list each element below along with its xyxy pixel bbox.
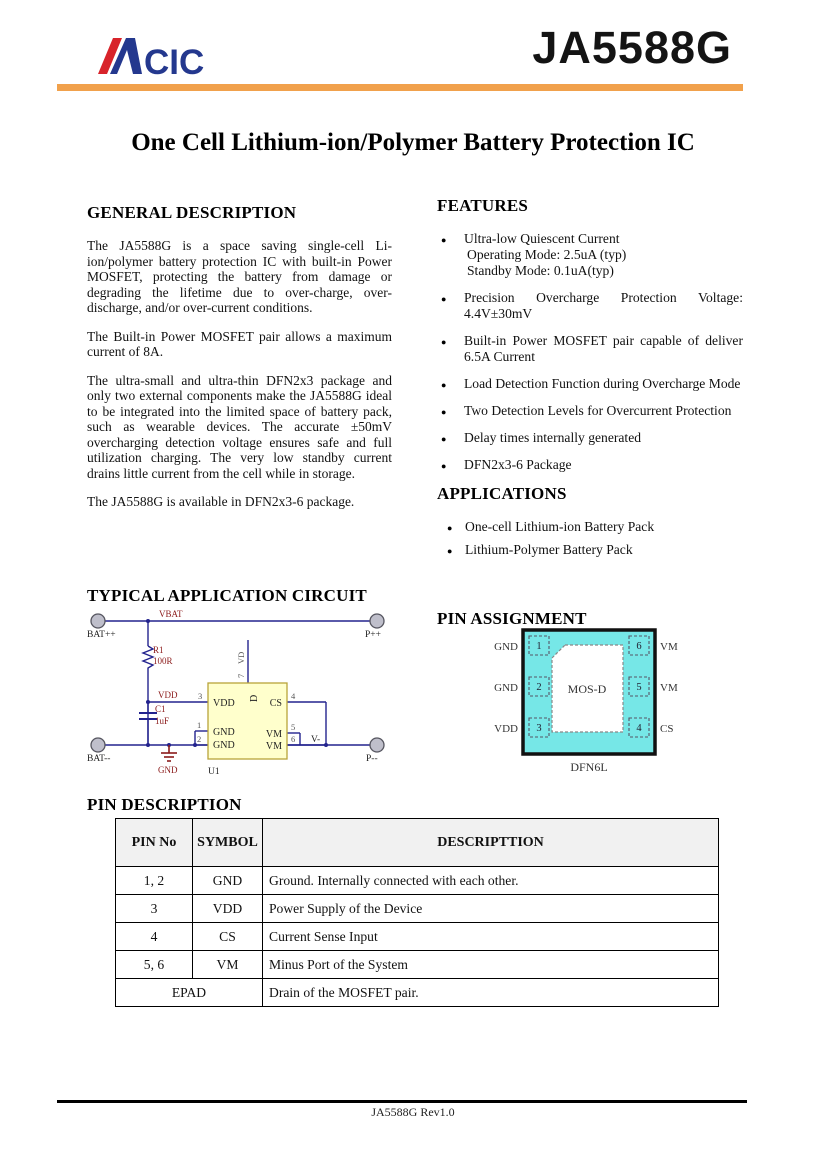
pkg-pin-1-label: GND: [494, 641, 518, 653]
cell-epad: EPAD: [116, 979, 263, 1007]
pkg-pin-3-label: VDD: [494, 723, 518, 735]
applications-heading: APPLICATIONS: [437, 484, 567, 503]
vbat-net-label: VBAT: [159, 609, 183, 619]
pin-number-3: 3: [198, 691, 203, 701]
feature-item: ● Delay times internally generated: [437, 430, 743, 446]
features-heading: FEATURES: [437, 196, 529, 215]
right-column: [437, 196, 743, 565]
feature-item: ● Precision Overcharge Protection Voltage: 4.4V±30mV: [437, 290, 743, 322]
features-list: [437, 231, 743, 473]
cell-desc: Power Supply of the Device: [263, 895, 719, 923]
cell-symbol: CS: [193, 923, 263, 951]
pkg-pin-4-label: CS: [660, 723, 674, 735]
ic-pin-vdd: VDD: [213, 698, 235, 709]
v-minus-label: V-: [311, 735, 321, 745]
pin-number-1: 1: [197, 720, 202, 730]
logo-text: CIC: [144, 43, 205, 82]
pkg-pin-4-num: 4: [636, 723, 642, 734]
pin-number-6: 6: [291, 734, 296, 744]
cell-pin: 5, 6: [116, 951, 193, 979]
ic-pin-gnd2: GND: [213, 740, 235, 751]
header-description: DESCRIPTTION: [263, 819, 719, 867]
vdd-net-label: VDD: [158, 690, 178, 700]
pkg-pin-6-num: 6: [636, 641, 642, 652]
part-number: JA5588G: [532, 22, 732, 73]
ic-pad-d: D: [249, 694, 260, 702]
cell-pin: 3: [116, 895, 193, 923]
pad-label: MOS-D: [567, 682, 607, 696]
application-circuit-diagram: [85, 606, 397, 788]
header-pin-no: PIN No: [116, 819, 193, 867]
bat-minus-label: BAT--: [87, 754, 111, 764]
pin-number-5: 5: [291, 722, 296, 732]
table-row: [116, 923, 719, 951]
pin-number-4: 4: [291, 691, 296, 701]
table-row: [116, 895, 719, 923]
c1-value: 1uF: [155, 716, 170, 726]
feature-text: Ultra-low Quiescent Current: [464, 231, 620, 246]
pack-minus-label: P--: [366, 754, 378, 764]
table-header-row: [116, 819, 719, 867]
feature-item: ● Two Detection Levels for Overcurrent Protection: [437, 403, 743, 419]
pkg-pin-6-label: VM: [660, 641, 678, 653]
c1-refdes: C1: [155, 704, 166, 714]
table-row: [116, 867, 719, 895]
acic-logo: [86, 30, 216, 82]
header-symbol: SYMBOL: [193, 819, 263, 867]
feature-subtext: Operating Mode: 2.5uA (typ): [467, 247, 627, 262]
description-paragraph: The Built-in Power MOSFET pair allows a maximum current of 8A.: [87, 328, 392, 359]
feature-item: [437, 231, 743, 279]
pkg-pin-2-label: GND: [494, 682, 518, 694]
pkg-pin-1-num: 1: [536, 641, 542, 652]
bat-plus-label: BAT++: [87, 630, 116, 640]
pin-description-heading: PIN DESCRIPTION: [87, 795, 242, 814]
r1-refdes: R1: [153, 645, 164, 655]
package-name: DFN6L: [570, 760, 608, 774]
description-paragraph: The JA5588G is available in DFN2x3-6 package.: [87, 494, 355, 509]
ic-pin-cs: CS: [269, 698, 282, 709]
footer-rule: [57, 1100, 747, 1103]
feature-subtext: Standby Mode: 0.1uA(typ): [467, 263, 614, 278]
feature-item: ● Load Detection Function during Overcharge Mode: [437, 376, 743, 392]
table-row: [116, 979, 719, 1007]
application-item: ● Lithium-Polymer Battery Pack: [447, 542, 743, 558]
ic-pin-gnd1: GND: [213, 727, 235, 738]
pin-number-2: 2: [197, 734, 202, 744]
acic-logo-icon: [86, 30, 216, 82]
ground-symbol-icon: [161, 745, 177, 761]
cell-symbol: VDD: [193, 895, 263, 923]
cell-symbol: GND: [193, 867, 263, 895]
application-item: ● One-cell Lithium-ion Battery Pack: [447, 519, 743, 535]
document-title: One Cell Lithium-ion/Polymer Battery Protection IC: [131, 129, 695, 156]
footer-revision: JA5588G Rev1.0: [371, 1105, 455, 1119]
pin-number-7: 7: [236, 673, 246, 678]
circuit-heading: TYPICAL APPLICATION CIRCUIT: [87, 586, 367, 605]
ic-pin-vm6: VM: [265, 741, 282, 752]
pin-name-vd: VD: [236, 651, 246, 664]
cell-pin: 1, 2: [116, 867, 193, 895]
cell-symbol: VM: [193, 951, 263, 979]
description-paragraph: The JA5588G is a space saving single-cell Li-ion/polymer battery protection IC with built-in Power MOSFET, protecting the battery from damage or degrading the lifetime due to over-charge, over-discharge, and/or over-current conditions.: [87, 238, 392, 315]
gnd-net-label: GND: [158, 765, 178, 775]
net-labels: [153, 609, 183, 775]
applications-list: [447, 519, 743, 558]
cell-desc: Drain of the MOSFET pair.: [263, 979, 719, 1007]
ic-pin-vm5: VM: [265, 729, 282, 740]
feature-item: ● Built-in Power MOSFET pair capable of deliver 6.5A Current: [437, 333, 743, 365]
pin-description-table: [115, 818, 719, 1007]
pkg-pin-5-num: 5: [636, 682, 642, 693]
cell-desc: Minus Port of the System: [263, 951, 719, 979]
description-paragraph: The ultra-small and ultra-thin DFN2x3 package and only two external components make the JA5588G ideal to be integrated into the limited space of battery pack, such as wearable devices. The accurate ±50mV overcharging detection voltage ensures safe and full utilization charging. The very low standby current drains little current from the cell while in storage.: [87, 372, 392, 481]
general-description-heading: GENERAL DESCRIPTION: [87, 203, 297, 222]
pkg-pin-2-num: 2: [536, 682, 542, 693]
u1-refdes: U1: [208, 767, 220, 777]
pin-assignment-heading: PIN ASSIGNMENT: [437, 609, 587, 628]
pkg-pin-3-num: 3: [536, 723, 542, 734]
r1-value: 100R: [153, 656, 173, 666]
cell-desc: Ground. Internally connected with each other.: [263, 867, 719, 895]
feature-item: ● DFN2x3-6 Package: [437, 457, 743, 473]
table-row: [116, 951, 719, 979]
header-rule: [57, 84, 743, 91]
cell-desc: Current Sense Input: [263, 923, 719, 951]
pack-plus-label: P++: [365, 630, 381, 640]
pin-description-table-container: [115, 818, 719, 1007]
package-pinout-diagram: [452, 624, 692, 776]
left-column: [87, 203, 392, 523]
cell-pin: 4: [116, 923, 193, 951]
pkg-pin-5-label: VM: [660, 682, 678, 694]
